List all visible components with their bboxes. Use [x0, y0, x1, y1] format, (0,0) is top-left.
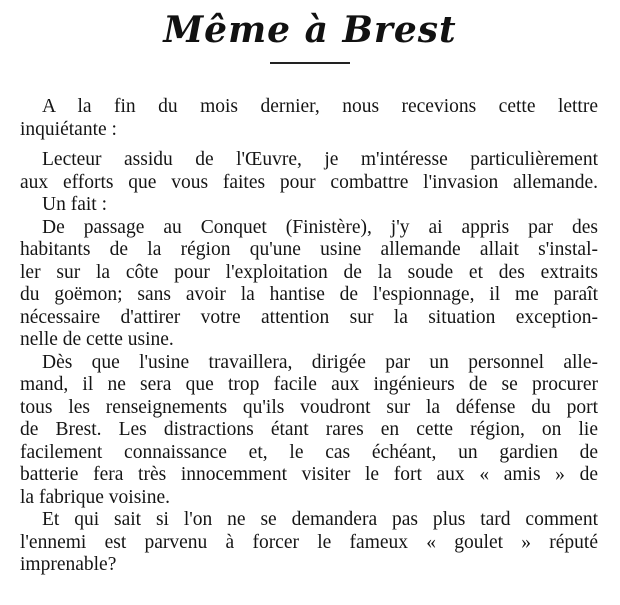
- article-line: A la fin du mois dernier, nous recevions cette lettre: [42, 96, 598, 117]
- article-line: De passage au Conquet (Finistère), j'y ai appris par des: [42, 216, 598, 238]
- article-line: tous les renseignements qu'ils voudront sur la défense du port: [20, 396, 598, 418]
- article-headline: Même à Brest: [163, 9, 457, 51]
- article-line: nécessaire d'attirer votre attention sur la situation exception-: [20, 306, 598, 328]
- article-line: nelle de cette usine.: [20, 329, 174, 350]
- article-line: la fabrique voisine.: [20, 486, 170, 508]
- article-line: Lecteur assidu de l'Œuvre, je m'intéresse particulièrement: [42, 149, 598, 170]
- article-body: [20, 96, 598, 577]
- article-line: habitants de la région qu'une usine allemande allait s'instal-: [20, 239, 598, 260]
- article-line: Et qui sait si l'on ne se demandera pas plus tard comment: [42, 509, 598, 530]
- article-line: l'ennemi est parvenu à forcer le fameux « goulet » réputé: [20, 531, 598, 553]
- article-line: inquiétante :: [20, 118, 117, 140]
- article-line: imprenable?: [20, 554, 117, 575]
- article-line: mand, il ne sera que trop facile aux ingénieurs de se procurer: [20, 374, 598, 395]
- article-line: de Brest. Les distractions étant rares en cette région, on lie: [20, 419, 598, 440]
- article-line: Un fait :: [42, 194, 107, 215]
- article-line: ler sur la côte pour l'exploitation de la soude et des extraits: [20, 261, 598, 283]
- article-line: aux efforts que vous faites pour combattre l'invasion allemande.: [20, 171, 598, 193]
- article-line: facilement connaissance et, le cas échéant, un gardien de: [20, 441, 598, 463]
- article-line: du goëmon; sans avoir la hantise de l'espionnage, il me paraît: [20, 284, 598, 305]
- article-line: batterie fera très innocemment visiter le fort aux « amis » de: [20, 464, 598, 485]
- headline-divider: [270, 62, 350, 64]
- article-line: Dès que l'usine travaillera, dirigée par un personnel alle-: [42, 351, 598, 373]
- paragraph-gap: [20, 141, 598, 149]
